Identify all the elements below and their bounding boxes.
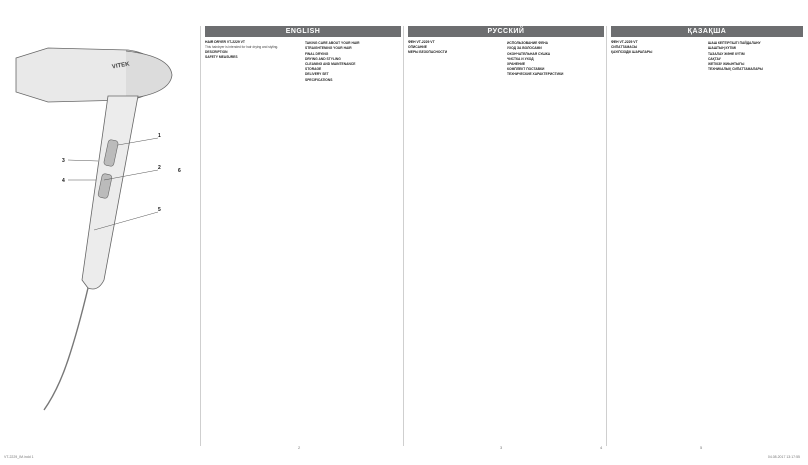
- divider: [403, 26, 404, 446]
- section-heading: ТЕХНИКАЛЫҚ СИПАТТАМАЛАРЫ: [708, 67, 763, 72]
- brand-logo: VITEK: [111, 61, 131, 71]
- page-number: 3: [500, 445, 503, 450]
- divider: [606, 26, 607, 446]
- section-heading: DESCRIPTION: [205, 49, 228, 54]
- section-heading: ОПИСАНИЕ: [408, 45, 427, 50]
- section-heading: ХРАНЕНИЕ: [507, 61, 526, 66]
- section-heading: SPECIFICATIONS: [305, 77, 333, 82]
- section-header-english: ENGLISH: [205, 26, 401, 37]
- section-heading: ОКОНЧАТЕЛЬНАЯ СУШКА: [507, 51, 551, 56]
- model-title: ФЕН VT-2229 VT: [408, 40, 435, 44]
- page-number: 4: [600, 445, 603, 450]
- section-heading: ТАЗАЛАУ ЖӘНЕ КҮТІМ: [708, 51, 745, 56]
- section-heading: ҚАУІПСІЗДІК ШАРАЛАРЫ: [611, 50, 653, 55]
- section-heading: DELIVERY SET: [305, 72, 329, 77]
- section-heading: ШАШ КЕПТІРГІШТІ ПАЙДАЛАНУ: [708, 41, 761, 46]
- section-header-kazakh: ҚАЗАҚША: [611, 26, 803, 37]
- print-slug-right: 04.08.2017 13:17:55: [767, 455, 800, 459]
- intro-text: This hairdryer is intended for hair drying and styling.: [205, 44, 279, 49]
- hair-dryer-illustration: [8, 30, 200, 430]
- english-column-1: [205, 40, 300, 445]
- page-number: 5: [700, 445, 703, 450]
- page-number: 2: [298, 445, 301, 450]
- callout-4: 4: [62, 178, 65, 184]
- section-heading: DRYING AND STYLING: [305, 56, 341, 61]
- section-heading: ЧИСТКА И УХОД: [507, 56, 534, 61]
- section-heading: ШАШТЫҢ КҮТІМІ: [708, 46, 736, 51]
- kazakh-column-2: [708, 40, 803, 445]
- section-heading: КОМПЛЕКТ ПОСТАВКИ: [507, 67, 545, 72]
- section-heading: ИСПОЛЬЗОВАНИЕ ФЕНА: [507, 41, 549, 46]
- section-heading: УХОД ЗА ВОЛОСАМИ: [507, 46, 542, 51]
- divider: [200, 26, 201, 446]
- section-heading: STRAIGHTENING YOUR HAIR: [305, 46, 352, 51]
- section-heading: САҚТАУ: [708, 56, 721, 61]
- russian-column-1: [408, 40, 503, 445]
- section-heading: TAKING CARE ABOUT YOUR HAIR: [305, 41, 360, 46]
- section-heading: МЕРЫ БЕЗОПАСНОСТИ: [408, 50, 448, 55]
- callout-5: 5: [158, 207, 161, 213]
- callout-2: 2: [158, 165, 161, 171]
- kazakh-column-1: [611, 40, 704, 445]
- callout-6: 6: [178, 168, 181, 174]
- section-header-russian: РУССКИЙ: [408, 26, 604, 37]
- section-heading: FINAL DRYING: [305, 51, 329, 56]
- print-slug-left: VT-2229_IM.indd 1: [4, 455, 34, 459]
- russian-column-2: [507, 40, 602, 445]
- section-heading: ТЕХНИЧЕСКИЕ ХАРАКТЕРИСТИКИ: [507, 72, 564, 77]
- section-heading: STORAGE: [305, 67, 322, 72]
- callout-3: 3: [62, 158, 65, 164]
- model-title: ФЕН VT-2229 VT: [611, 40, 638, 44]
- section-heading: SAFETY MEASURES: [205, 54, 238, 59]
- section-heading: CLEANING AND MAINTENANCE: [305, 61, 356, 66]
- section-heading: СИПАТТАМАСЫ: [611, 45, 638, 50]
- callout-1: 1: [158, 133, 161, 139]
- model-title: HAIR DRYER VT-2229 VT: [205, 40, 246, 44]
- section-heading: ЖЕТКІЗУ ЖИЫНТЫҒЫ: [708, 61, 745, 66]
- english-column-2: [305, 40, 400, 445]
